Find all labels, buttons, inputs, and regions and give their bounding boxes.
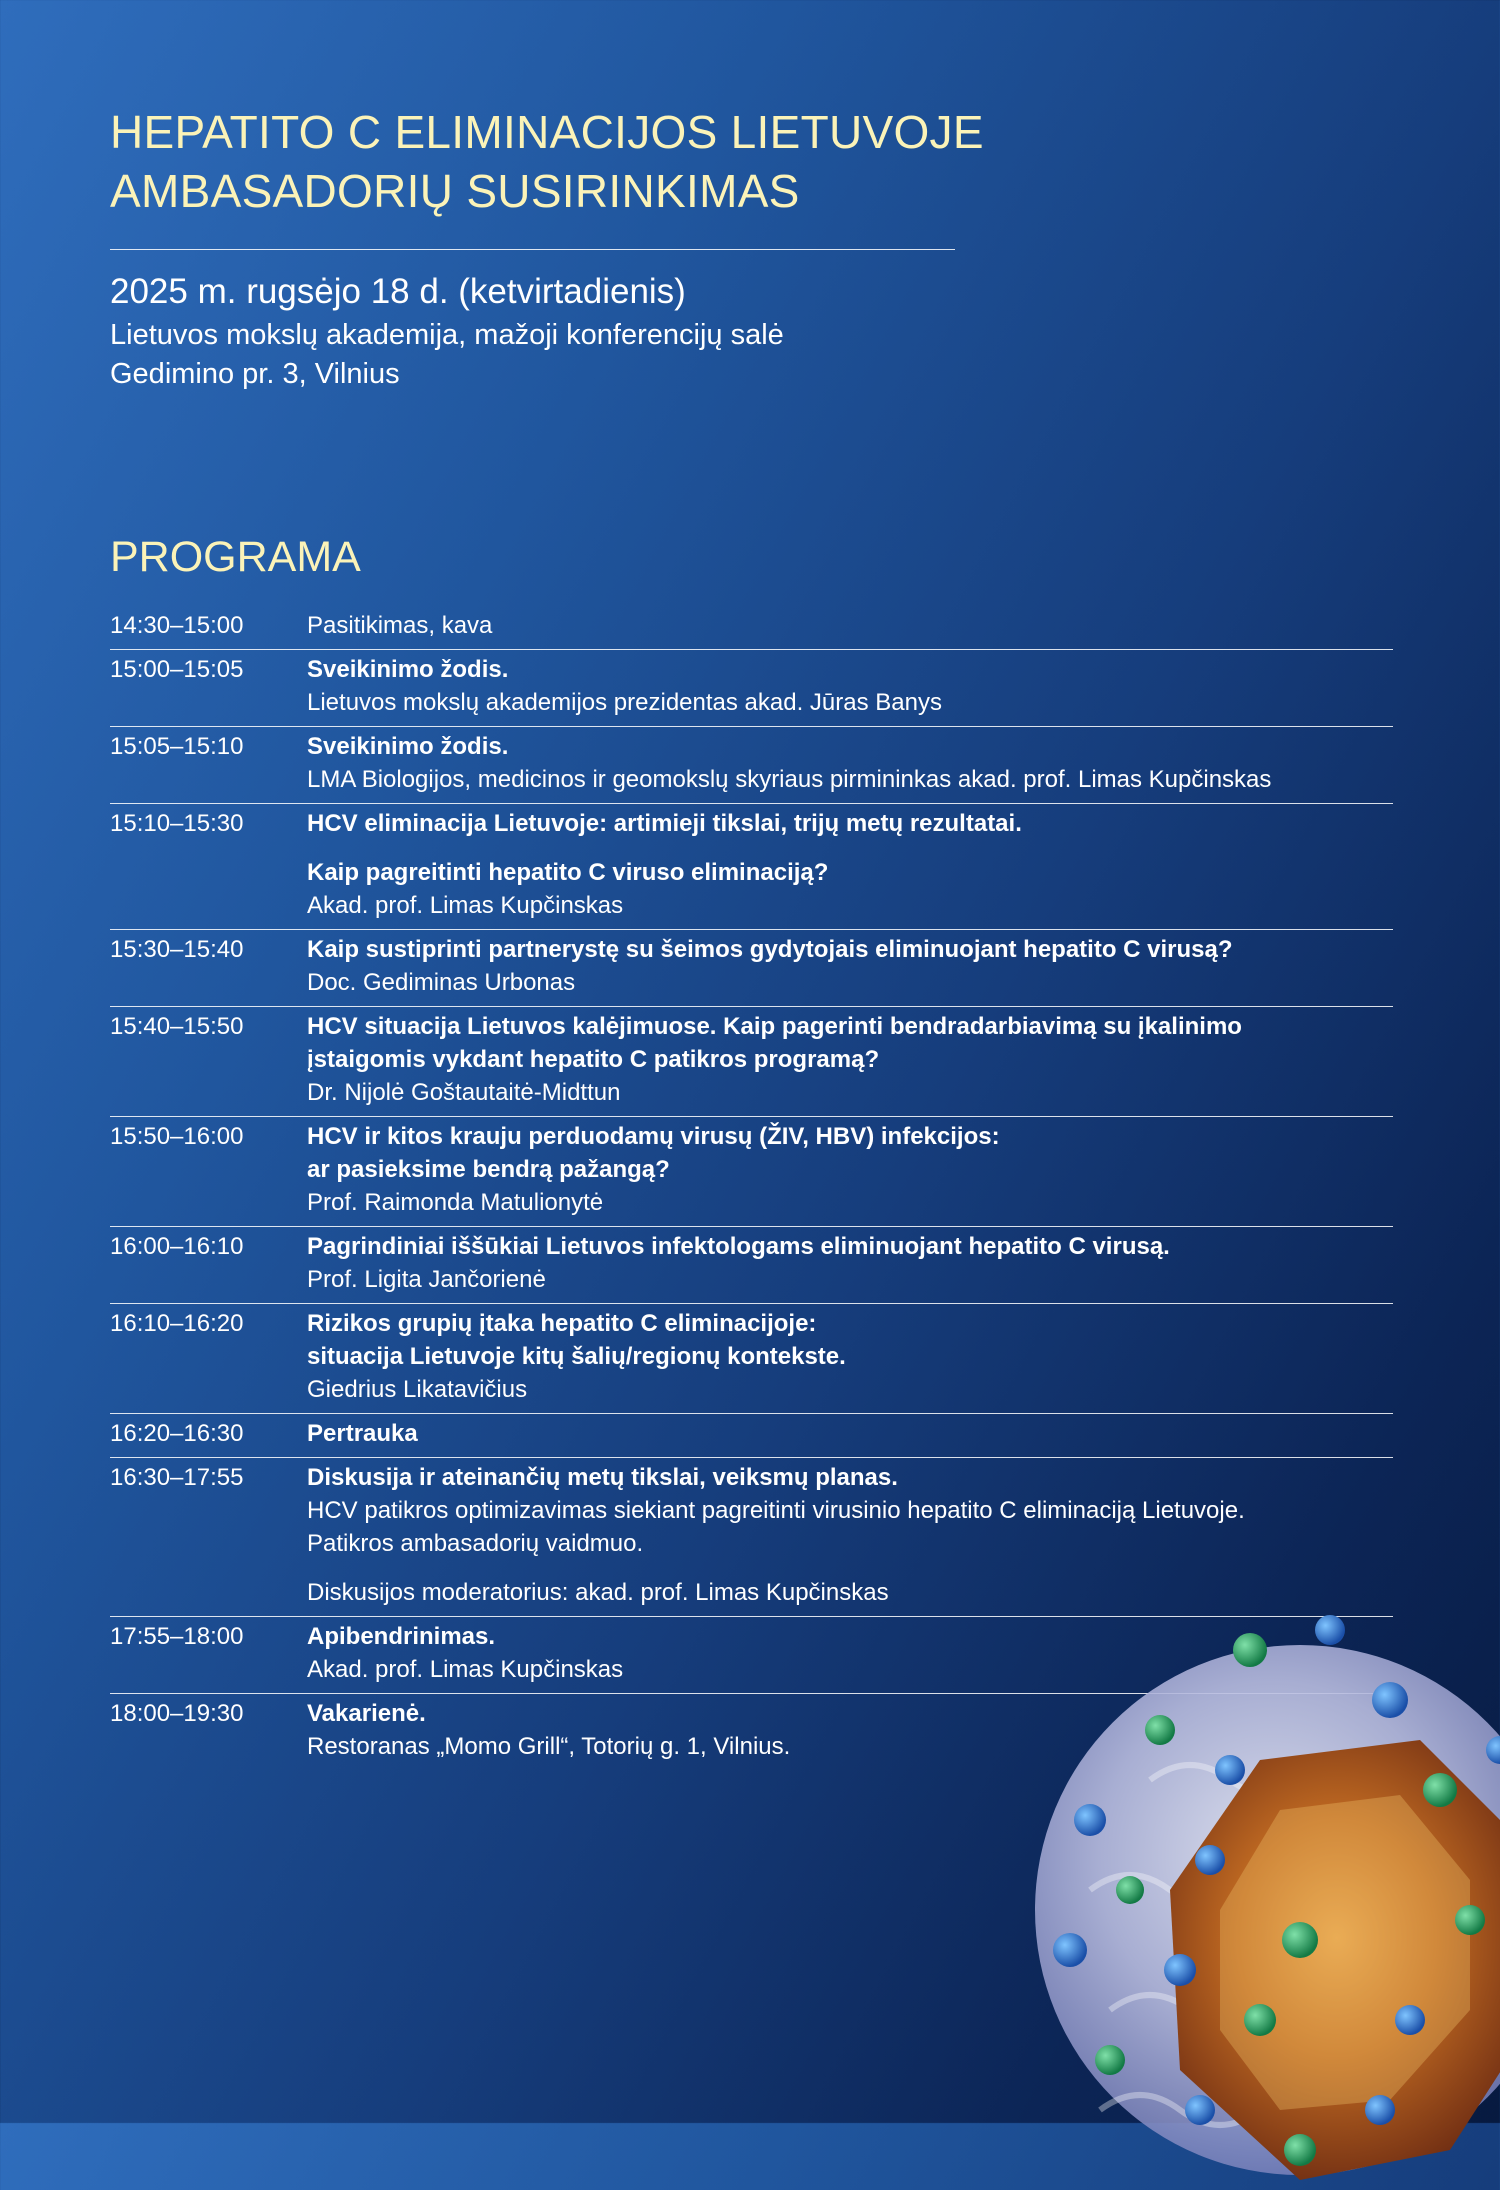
- event-date: 2025 m. rugsėjo 18 d. (ketvirtadienis): [110, 272, 686, 311]
- event-title: [110, 103, 1110, 221]
- row-content: [307, 1010, 1393, 1109]
- row-time: 15:40–15:50: [110, 1013, 244, 1040]
- row-subtitle: Prof. Ligita Jančorienė: [307, 1266, 546, 1293]
- row-subtitle: Dr. Nijolė Goštautaitė-Midttun: [307, 1079, 621, 1106]
- event-title-line-1: HEPATITO C ELIMINACIJOS LIETUVOJE: [110, 106, 984, 158]
- row-content: [307, 1461, 1393, 1609]
- title-divider: [110, 249, 955, 250]
- row-subtitle-continued: Patikros ambasadorių vaidmuo.: [307, 1530, 644, 1557]
- row-title: HCV situacija Lietuvos kalėjimuose. Kaip pagerinti bendradarbiavimą su įkalinimo: [307, 1013, 1242, 1040]
- schedule-row: [110, 1117, 1393, 1227]
- row-time: 16:10–16:20: [110, 1310, 244, 1337]
- row-title: Apibendrinimas.: [307, 1623, 496, 1650]
- row-subtitle: Restoranas „Momo Grill“, Totorių g. 1, Vilnius.: [307, 1733, 791, 1760]
- row-time: 16:00–16:10: [110, 1233, 244, 1260]
- schedule-row: [110, 804, 1393, 930]
- row-time: 15:10–15:30: [110, 810, 244, 837]
- venue-address: Gedimino pr. 3, Vilnius: [110, 358, 400, 390]
- row-time: 16:20–16:30: [110, 1420, 244, 1447]
- row-subtitle: LMA Biologijos, medicinos ir geomokslų skyriaus pirmininkas akad. prof. Limas Kupčinskas: [307, 766, 1272, 793]
- row-spacer: [307, 840, 1393, 856]
- row-time: 15:05–15:10: [110, 733, 244, 760]
- row-subtitle: Prof. Raimonda Matulionytė: [307, 1189, 604, 1216]
- row-time: 15:50–16:00: [110, 1123, 244, 1150]
- row-time: 15:30–15:40: [110, 936, 244, 963]
- row-content: [307, 807, 1393, 922]
- venue: [110, 316, 784, 394]
- row-time: 15:00–15:05: [110, 656, 244, 683]
- row-content: [307, 730, 1393, 796]
- schedule-row: [110, 650, 1393, 727]
- row-title: Pagrindiniai iššūkiai Lietuvos infektologams eliminuojant hepatito C virusą.: [307, 1233, 1170, 1260]
- schedule-row: [110, 1007, 1393, 1117]
- row-content: [307, 653, 1393, 719]
- schedule-row: [110, 606, 1393, 650]
- row-subtitle: Pasitikimas, kava: [307, 612, 493, 639]
- row-content: [307, 933, 1393, 999]
- event-title-line-2: AMBASADORIŲ SUSIRINKIMAS: [110, 165, 800, 217]
- row-title: HCV ir kitos krauju perduodamų virusų (ŽIV, HBV) infekcijos:: [307, 1123, 1000, 1150]
- row-time: 14:30–15:00: [110, 612, 244, 639]
- row-subtitle: Akad. prof. Limas Kupčinskas: [307, 892, 624, 919]
- row-content: [307, 1417, 1393, 1450]
- schedule-row: [110, 930, 1393, 1007]
- row-title: Pertrauka: [307, 1420, 418, 1447]
- row-spacer: [307, 1560, 1393, 1576]
- row-content: [307, 609, 1393, 642]
- row-time: 17:55–18:00: [110, 1623, 244, 1650]
- row-title-continued: įstaigomis vykdant hepatito C patikros programą?: [307, 1046, 880, 1073]
- row-title: Rizikos grupių įtaka hepatito C eliminacijoje:: [307, 1310, 817, 1337]
- row-title-secondary: Kaip pagreitinti hepatito C viruso eliminaciją?: [307, 859, 829, 886]
- row-content: [307, 1230, 1393, 1296]
- row-title: Kaip sustiprinti partnerystę su šeimos gydytojais eliminuojant hepatito C virusą?: [307, 936, 1233, 963]
- row-subtitle: HCV patikros optimizavimas siekiant pagreitinti virusinio hepatito C eliminaciją Lietuvoje.: [307, 1497, 1245, 1524]
- row-time: 18:00–19:30: [110, 1700, 244, 1727]
- row-title-continued: situacija Lietuvoje kitų šalių/regionų kontekste.: [307, 1343, 846, 1370]
- row-subtitle: Akad. prof. Limas Kupčinskas: [307, 1656, 624, 1683]
- schedule-row: [110, 1414, 1393, 1458]
- row-title: Diskusija ir ateinančių metų tikslai, veiksmų planas.: [307, 1464, 898, 1491]
- program-heading: PROGRAMA: [110, 533, 361, 581]
- row-content: [307, 1307, 1393, 1406]
- venue-name: Lietuvos mokslų akademija, mažoji konferencijų salė: [110, 319, 784, 351]
- row-content: [307, 1120, 1393, 1219]
- schedule-row: [110, 1227, 1393, 1304]
- row-time: 16:30–17:55: [110, 1464, 244, 1491]
- row-title: Sveikinimo žodis.: [307, 733, 509, 760]
- row-moderator: Diskusijos moderatorius: akad. prof. Limas Kupčinskas: [307, 1579, 889, 1606]
- row-subtitle: Lietuvos mokslų akademijos prezidentas akad. Jūras Banys: [307, 689, 942, 716]
- schedule-row: [110, 727, 1393, 804]
- row-title: Sveikinimo žodis.: [307, 656, 509, 683]
- row-title: Vakarienė.: [307, 1700, 426, 1727]
- row-title-continued: ar pasieksime bendrą pažangą?: [307, 1156, 670, 1183]
- row-subtitle: Doc. Gediminas Urbonas: [307, 969, 576, 996]
- row-subtitle: Giedrius Likatavičius: [307, 1376, 528, 1403]
- schedule-row: [110, 1304, 1393, 1414]
- hepatitis-c-virus-illustration: [1000, 1590, 1500, 2190]
- row-title: HCV eliminacija Lietuvoje: artimieji tikslai, trijų metų rezultatai.: [307, 810, 1022, 837]
